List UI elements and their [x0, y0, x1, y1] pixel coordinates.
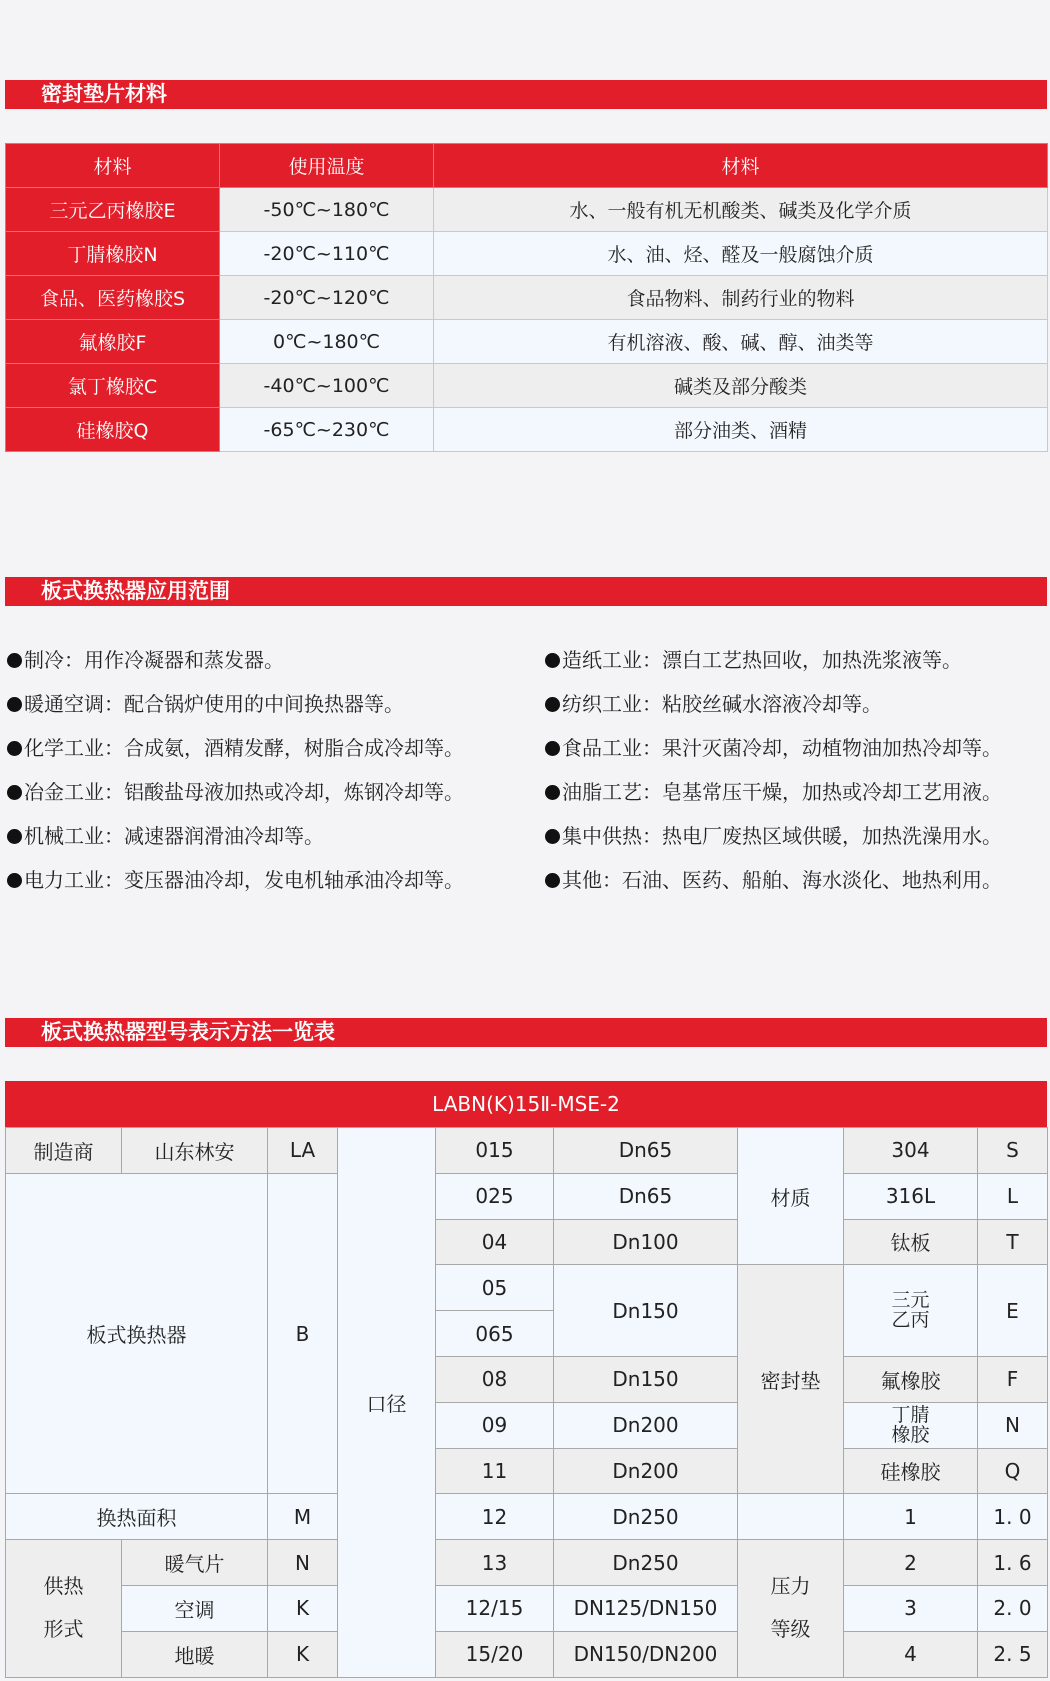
heating-type: 地暖 — [122, 1631, 268, 1677]
diameter-code: 12/15 — [436, 1585, 554, 1631]
table-row — [6, 1494, 1048, 1540]
manufacturer-code: LA — [268, 1128, 338, 1174]
material-media: 有机溶液、酸、碱、醇、油类等 — [434, 320, 1048, 364]
application-item: 纺织工业：粘胶丝碱水溶液冷却等。 — [545, 690, 882, 718]
material-name: 丁腈橡胶N — [6, 232, 220, 276]
header-media: 材料 — [434, 144, 1048, 188]
heating-code: N — [268, 1540, 338, 1586]
application-item: 制冷：用作冷凝器和蒸发器。 — [7, 646, 284, 674]
application-item: 冶金工业：铝酸盐母液加热或冷却，炼钢冷却等。 — [7, 778, 464, 806]
table-row — [6, 1631, 1048, 1677]
heating-type: 空调 — [122, 1585, 268, 1631]
pressure-value: 2. 5 — [978, 1631, 1048, 1677]
material-media: 碱类及部分酸类 — [434, 364, 1048, 408]
diameter-dn: Dn65 — [554, 1173, 738, 1219]
diameter-code: 065 — [436, 1311, 554, 1357]
bullet-icon — [7, 873, 22, 888]
bullet-icon — [7, 829, 22, 844]
section-band-application — [5, 577, 1047, 606]
gasket-name: 硅橡胶 — [844, 1448, 978, 1494]
area-label: 换热面积 — [6, 1494, 268, 1540]
material-media: 食品物料、制药行业的物料 — [434, 276, 1048, 320]
diameter-code: 04 — [436, 1219, 554, 1265]
heating-code: K — [268, 1585, 338, 1631]
bullet-icon — [545, 785, 560, 800]
material-temp: -20℃~110℃ — [220, 232, 434, 276]
header-temperature: 使用温度 — [220, 144, 434, 188]
area-code: M — [268, 1494, 338, 1540]
diameter-label: 口径 — [338, 1128, 436, 1678]
heating-label: 供热 形式 — [6, 1540, 122, 1677]
gasket-label: 密封垫 — [738, 1265, 844, 1494]
material-temp: -65℃~230℃ — [220, 408, 434, 452]
material-name: 氯丁橡胶C — [6, 364, 220, 408]
material-code: T — [978, 1219, 1048, 1265]
section-title-application: 板式换热器应用范围 — [41, 579, 230, 603]
phe-code: B — [268, 1173, 338, 1494]
diameter-dn: Dn200 — [554, 1448, 738, 1494]
diameter-code: 08 — [436, 1356, 554, 1402]
diameter-code: 025 — [436, 1173, 554, 1219]
material-name: 三元乙丙橡胶E — [6, 188, 220, 232]
table-row — [6, 1585, 1048, 1631]
gasket-code: Q — [978, 1448, 1048, 1494]
material-temp: -20℃~120℃ — [220, 276, 434, 320]
table-row — [6, 276, 1048, 320]
application-item: 其他：石油、医药、船舶、海水淡化、地热利用。 — [545, 866, 1002, 894]
table-row — [6, 188, 1048, 232]
material-label: 材质 — [738, 1128, 844, 1265]
material-code: S — [978, 1128, 1048, 1174]
table-row — [6, 232, 1048, 276]
section-title-gasket: 密封垫片材料 — [41, 82, 167, 106]
application-item: 造纸工业：漂白工艺热回收，加热洗浆液等。 — [545, 646, 962, 674]
diameter-dn: Dn200 — [554, 1402, 738, 1448]
diameter-dn: Dn250 — [554, 1540, 738, 1586]
gasket-material-table — [5, 143, 1048, 452]
bullet-icon — [7, 785, 22, 800]
pressure-level: 4 — [844, 1631, 978, 1677]
diameter-code: 09 — [436, 1402, 554, 1448]
section-band-model — [5, 1018, 1047, 1047]
material-name: 316L — [844, 1173, 978, 1219]
material-code: L — [978, 1173, 1048, 1219]
diameter-dn: Dn100 — [554, 1219, 738, 1265]
bullet-icon — [545, 829, 560, 844]
diameter-dn: Dn65 — [554, 1128, 738, 1174]
material-temp: -50℃~180℃ — [220, 188, 434, 232]
pressure-level: 2 — [844, 1540, 978, 1586]
application-item: 化学工业：合成氨，酒精发酵，树脂合成冷却等。 — [7, 734, 464, 762]
gasket-name: 丁腈 橡胶 — [844, 1402, 978, 1448]
diameter-code: 05 — [436, 1265, 554, 1311]
application-item: 暖通空调：配合锅炉使用的中间换热器等。 — [7, 690, 404, 718]
gasket-name: 氟橡胶 — [844, 1356, 978, 1402]
diameter-code: 15/20 — [436, 1631, 554, 1677]
heating-type: 暖气片 — [122, 1540, 268, 1586]
bullet-icon — [545, 741, 560, 756]
material-media: 水、一般有机无机酸类、碱类及化学介质 — [434, 188, 1048, 232]
pressure-spacer — [738, 1494, 844, 1540]
bullet-icon — [545, 697, 560, 712]
pressure-value: 1. 0 — [978, 1494, 1048, 1540]
gasket-code: F — [978, 1356, 1048, 1402]
application-item: 机械工业：减速器润滑油冷却等。 — [7, 822, 324, 850]
table-row — [6, 320, 1048, 364]
diameter-code: 13 — [436, 1540, 554, 1586]
application-item: 集中供热：热电厂废热区域供暖，加热洗澡用水。 — [545, 822, 1002, 850]
phe-label: 板式换热器 — [6, 1173, 268, 1494]
diameter-dn: Dn150 — [554, 1356, 738, 1402]
table-row — [6, 1173, 1048, 1219]
model-code-header: LABN(K)15Ⅱ-MSE-2 — [5, 1081, 1047, 1127]
material-name: 304 — [844, 1128, 978, 1174]
header-material: 材料 — [6, 144, 220, 188]
application-item: 电力工业：变压器油冷却，发电机轴承油冷却等。 — [7, 866, 464, 894]
diameter-dn: DN125/DN150 — [554, 1585, 738, 1631]
application-item: 油脂工艺：皂基常压干燥，加热或冷却工艺用液。 — [545, 778, 1002, 806]
diameter-dn: DN150/DN200 — [554, 1631, 738, 1677]
diameter-code: 12 — [436, 1494, 554, 1540]
pressure-label: 压力 等级 — [738, 1540, 844, 1677]
diameter-dn: Dn150 — [554, 1265, 738, 1357]
section-band-gasket — [5, 80, 1047, 109]
material-name: 钛板 — [844, 1219, 978, 1265]
table-row — [6, 1128, 1048, 1174]
bullet-icon — [545, 873, 560, 888]
table-header-row — [6, 144, 1048, 188]
bullet-icon — [7, 741, 22, 756]
application-item: 食品工业：果汁灭菌冷却，动植物油加热冷却等。 — [545, 734, 1002, 762]
bullet-icon — [7, 653, 22, 668]
pressure-level: 1 — [844, 1494, 978, 1540]
bullet-icon — [7, 697, 22, 712]
material-media: 水、油、烃、醛及一般腐蚀介质 — [434, 232, 1048, 276]
material-name: 硅橡胶Q — [6, 408, 220, 452]
material-name: 食品、医药橡胶S — [6, 276, 220, 320]
pressure-level: 3 — [844, 1585, 978, 1631]
pressure-value: 2. 0 — [978, 1585, 1048, 1631]
diameter-code: 11 — [436, 1448, 554, 1494]
gasket-code: E — [978, 1265, 1048, 1357]
material-temp: -40℃~100℃ — [220, 364, 434, 408]
section-title-model: 板式换热器型号表示方法一览表 — [41, 1020, 335, 1044]
diameter-code: 015 — [436, 1128, 554, 1174]
manufacturer-label: 制造商 — [6, 1128, 122, 1174]
material-temp: 0℃~180℃ — [220, 320, 434, 364]
material-name: 氟橡胶F — [6, 320, 220, 364]
diameter-dn: Dn250 — [554, 1494, 738, 1540]
table-row — [6, 408, 1048, 452]
model-designation-table — [5, 1127, 1048, 1678]
gasket-name: 三元 乙丙 — [844, 1265, 978, 1357]
gasket-code: N — [978, 1402, 1048, 1448]
pressure-value: 1. 6 — [978, 1540, 1048, 1586]
bullet-icon — [545, 653, 560, 668]
material-media: 部分油类、酒精 — [434, 408, 1048, 452]
table-row — [6, 364, 1048, 408]
manufacturer-name: 山东林安 — [122, 1128, 268, 1174]
table-row — [6, 1540, 1048, 1586]
heating-code: K — [268, 1631, 338, 1677]
